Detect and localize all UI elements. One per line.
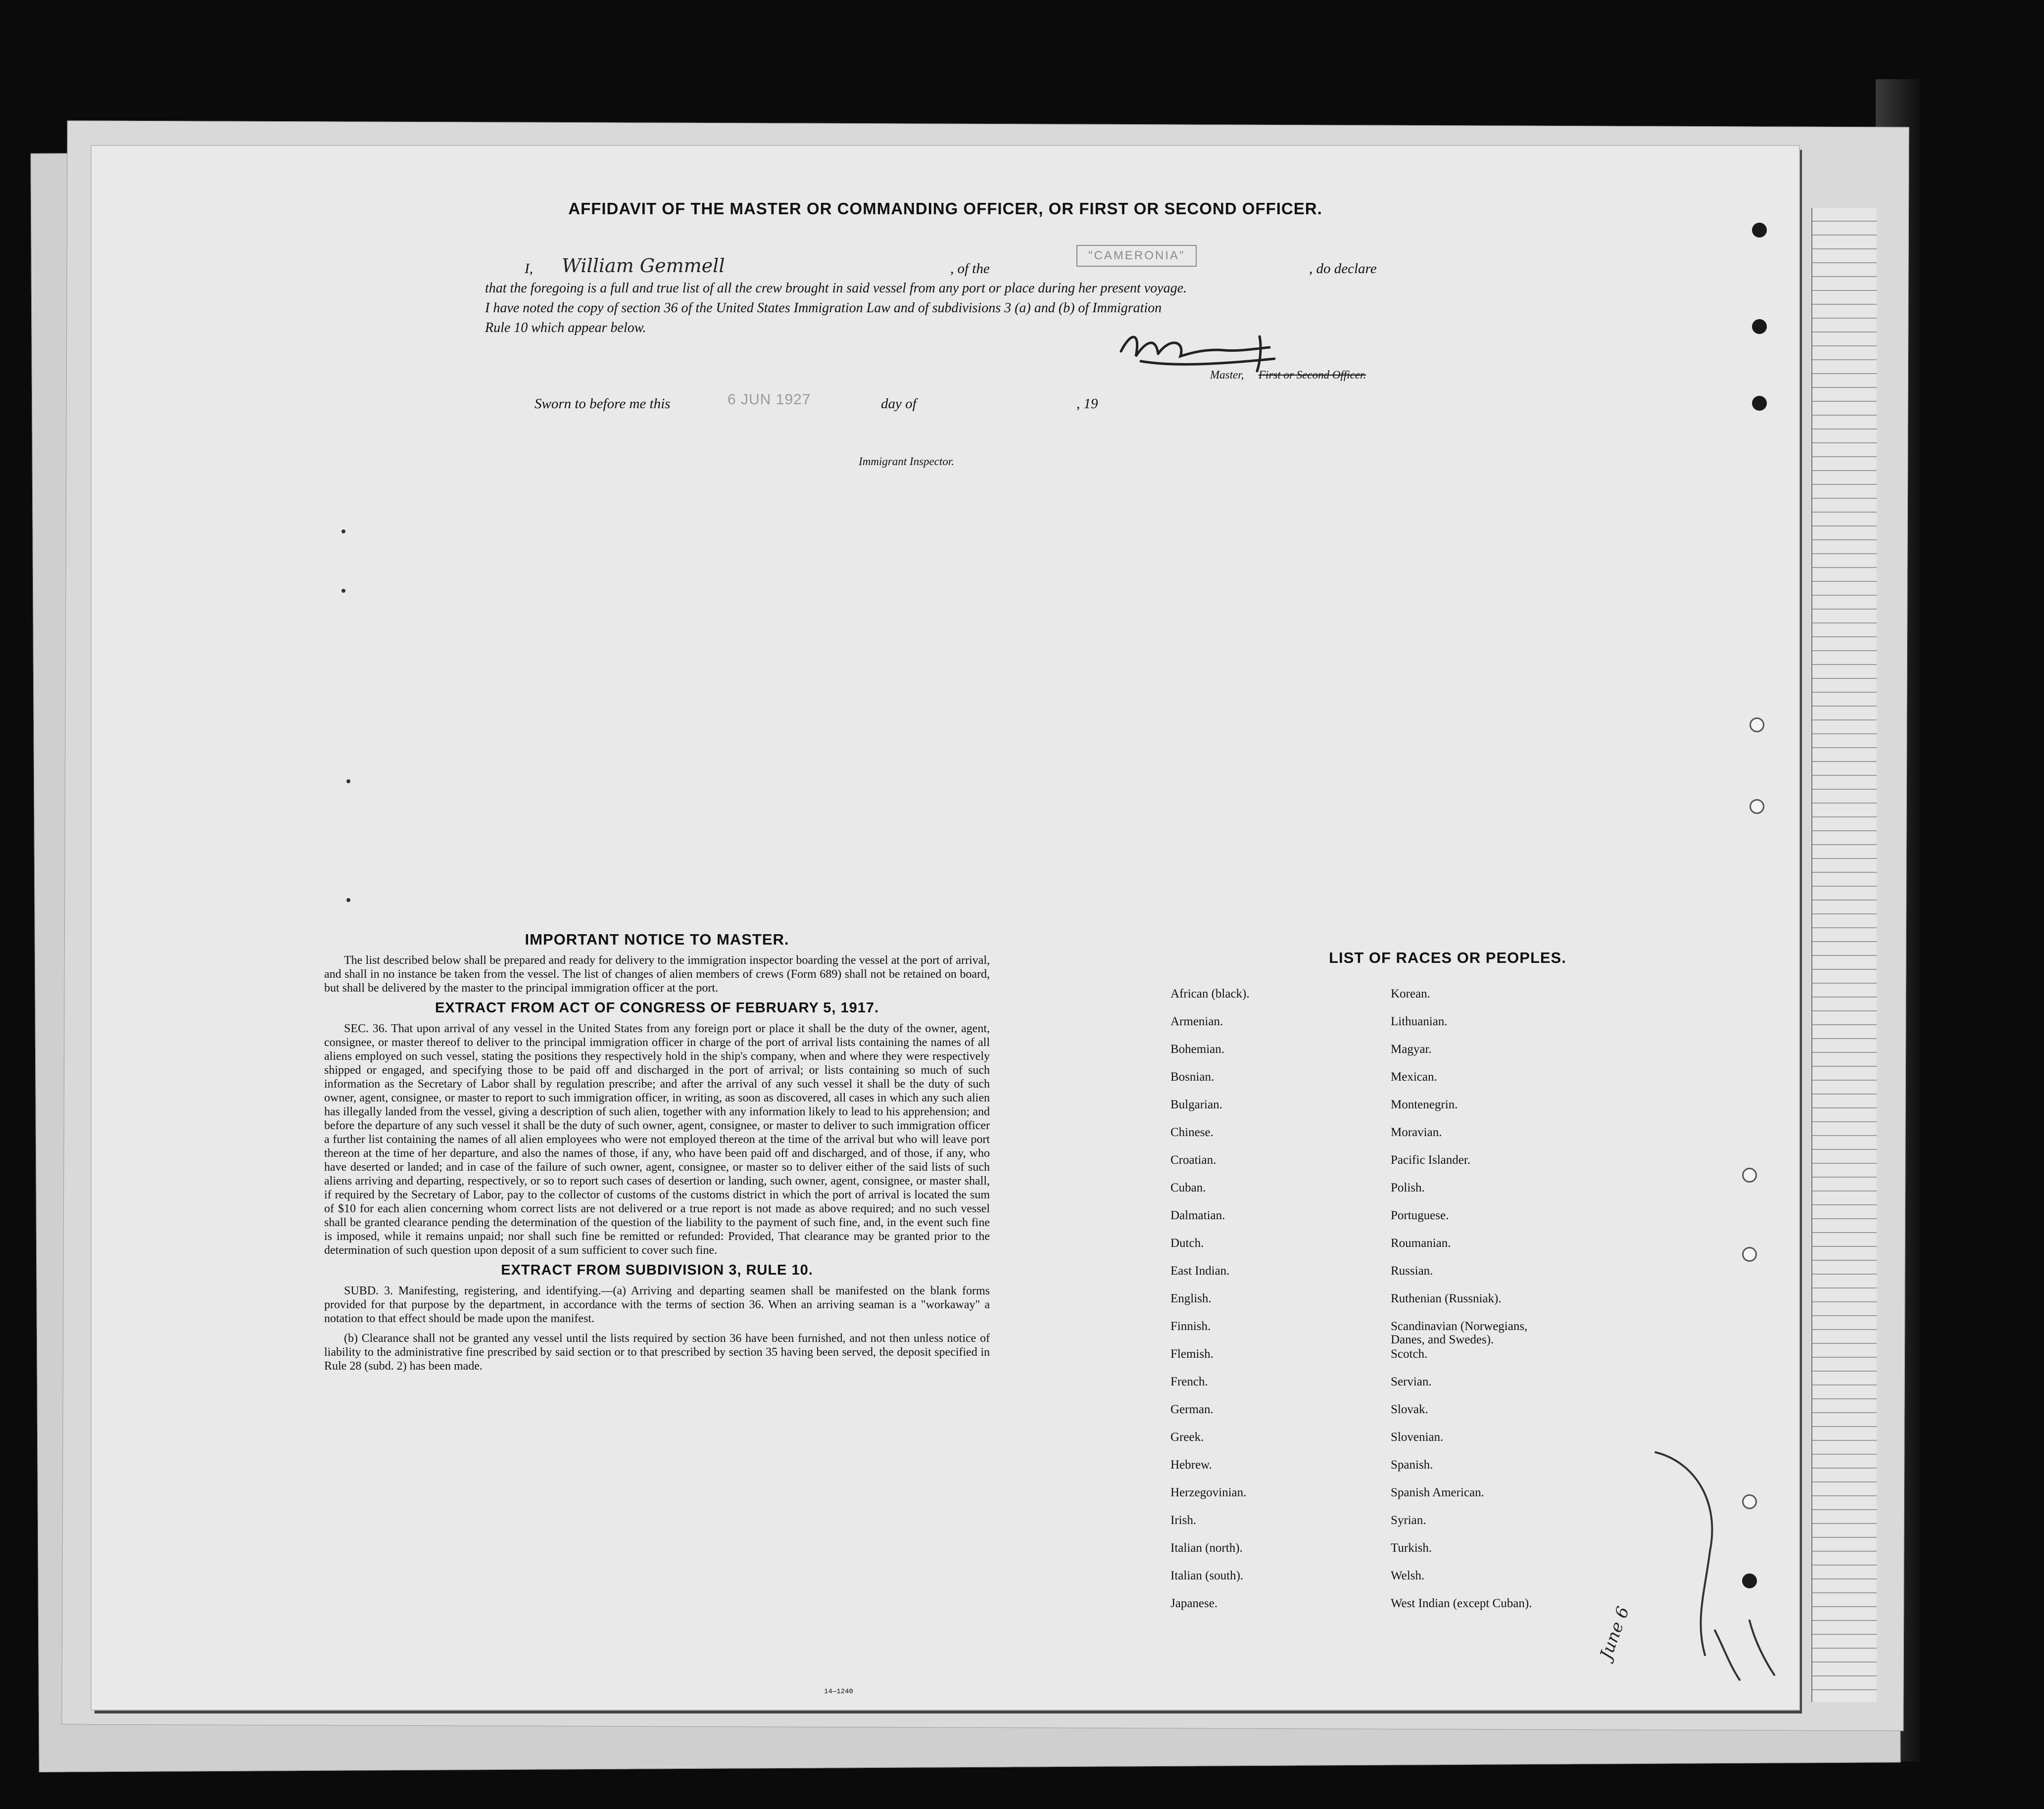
date-stamp: 6 JUN 1927 xyxy=(728,391,811,408)
race-item: Polish. xyxy=(1391,1181,1425,1194)
punch-hole-icon xyxy=(1742,1168,1757,1183)
race-item: Flemish. xyxy=(1170,1347,1214,1361)
punch-hole-icon xyxy=(1752,319,1767,334)
race-item: Roumanian. xyxy=(1391,1237,1451,1250)
extract-act-title: EXTRACT FROM ACT OF CONGRESS OF FEBRUARY 5, 1917. xyxy=(435,1000,879,1016)
race-item: Italian (north). xyxy=(1170,1541,1243,1555)
extract-rule-para-b: (b) Clearance shall not be granted any vessel until the lists required by section 36 have been furnished, and not then unless notice of liability to the administrative fine prescribed by said section or to that prescribed by section 35 having been served, the deposit specified in Rule 28 (subd. 2) has been made. xyxy=(324,1332,990,1373)
notice-title: IMPORTANT NOTICE TO MASTER. xyxy=(525,931,789,948)
notice-section xyxy=(324,933,990,1379)
affidavit-title: AFFIDAVIT OF THE MASTER OR COMMANDING OFFICER, OR FIRST OR SECOND OFFICER. xyxy=(568,199,1322,218)
race-item: Finnish. xyxy=(1170,1320,1211,1333)
race-item: Slovak. xyxy=(1391,1403,1428,1416)
race-item: Russian. xyxy=(1391,1264,1433,1278)
race-item: Bohemian. xyxy=(1170,1043,1225,1056)
notice-body: The list described below shall be prepared and ready for delivery to the immigration inspector boarding the vessel at the port of arrival, and shall in no instance be taken from the vessel. The list of changes of alien members of crews (Form 689) shall not be retained on board, but shall be delivered by the master to the principal immigration officer at the port. xyxy=(324,954,990,995)
punch-hole-icon xyxy=(1750,717,1764,732)
master-name: William Gemmell xyxy=(562,255,725,277)
ruled-sheet-edge xyxy=(1811,208,1877,1702)
race-item: Bulgarian. xyxy=(1170,1098,1222,1111)
race-item: Croatian. xyxy=(1170,1153,1217,1167)
affidavit-line-3: I have noted the copy of section 36 of the United States Immigration Law and of subdivisions 3 (a) and (b) of Immigration xyxy=(485,300,1162,316)
race-item: Ruthenian (Russniak). xyxy=(1391,1292,1502,1305)
race-item: West Indian (except Cuban). xyxy=(1391,1597,1532,1610)
race-item: Moravian. xyxy=(1391,1126,1442,1139)
race-item: Armenian. xyxy=(1170,1015,1223,1028)
race-item: Turkish. xyxy=(1391,1541,1432,1555)
race-item: Montenegrin. xyxy=(1391,1098,1458,1111)
extract-rule-title: EXTRACT FROM SUBDIVISION 3, RULE 10. xyxy=(501,1262,813,1278)
race-item: Magyar. xyxy=(1391,1043,1432,1056)
race-item: Irish. xyxy=(1170,1514,1197,1527)
race-item: Italian (south). xyxy=(1170,1569,1244,1582)
race-item: French. xyxy=(1170,1375,1208,1388)
race-item: Welsh. xyxy=(1391,1569,1425,1582)
punch-hole-icon xyxy=(1750,799,1764,814)
inspector-caption: Immigrant Inspector. xyxy=(859,455,954,468)
race-item: Mexican. xyxy=(1391,1070,1437,1084)
master-signature xyxy=(1111,322,1299,376)
vessel-name-stamp: "CAMERONIA" xyxy=(1076,245,1197,267)
signature-caption-struck: First or Second Officer. xyxy=(1259,369,1366,381)
margin-handwriting xyxy=(1636,1442,1784,1690)
punch-hole-icon xyxy=(1752,396,1767,411)
race-item: Scandinavian (Norwegians, Danes, and Swedes). xyxy=(1391,1320,1528,1346)
race-item: Dutch. xyxy=(1170,1237,1204,1250)
form-code: 14—1240 xyxy=(824,1688,853,1696)
race-item: Cuban. xyxy=(1170,1181,1206,1194)
race-item: Greek. xyxy=(1170,1430,1204,1444)
sworn-prefix: Sworn to before me this xyxy=(535,396,671,412)
paper-speck xyxy=(346,898,350,902)
race-item: Dalmatian. xyxy=(1170,1209,1225,1222)
race-item: English. xyxy=(1170,1292,1212,1305)
extract-rule-para-a: SUBD. 3. Manifesting, registering, and identifying.—(a) Arriving and departing seamen shall be manifested on the blank forms provided for that purpose by the department, in accordance with the terms of section 36. When an arriving seaman is a "workaway" a notation to that effect should be made upon the manifest. xyxy=(324,1285,990,1325)
affidavit-line-2: that the foregoing is a full and true list of all the crew brought in said vessel from any port or place during her present voyage. xyxy=(485,281,1187,296)
race-item: Spanish American. xyxy=(1391,1486,1484,1499)
sworn-year: , 19 xyxy=(1076,396,1098,412)
paper-speck xyxy=(341,529,345,533)
race-item: Korean. xyxy=(1391,987,1430,1000)
race-item: Servian. xyxy=(1391,1375,1432,1388)
signature-caption-master: Master, xyxy=(1210,369,1244,381)
affidavit-of-the: , of the xyxy=(950,261,990,277)
race-item: African (black). xyxy=(1170,987,1250,1000)
race-item: Lithuanian. xyxy=(1391,1015,1448,1028)
affidavit-prefix: I, xyxy=(525,261,533,277)
race-item: Hebrew. xyxy=(1170,1458,1212,1472)
race-item: East Indian. xyxy=(1170,1264,1230,1278)
race-item: Syrian. xyxy=(1391,1514,1426,1527)
manifest-page xyxy=(92,146,1799,1710)
race-item: Bosnian. xyxy=(1170,1070,1215,1084)
extract-act-body: SEC. 36. That upon arrival of any vessel in the United States from any foreign port or place it shall be the duty of the owner, agent, consignee, or master thereof to deliver to the principal immigration officer in charge of the port of arrival lists containing the names of all aliens employed on such vessel, stating the positions they respectively hold in the ship's company, when and where they were respectively shipped or engaged, and specifying those to be paid off and discharged in the port of arrival; or lists containing so much of such information as the Secretary of Labor shall by regulation prescribe; and after the arrival of any such vessel it shall be the duty of such owner, agent, consignee, or master to report to such immigration officer, in writing, as soon as discovered, all cases in which any such alien has illegally landed from the vessel, giving a description of such alien, together with any information likely to lead to his apprehension; and before the departure of any such vessel it shall be the duty of such owner, agent, consignee, or master to deliver to such immigration officer a further list containing the names of all alien employees who were not employed thereon at the time of the arrival but who will leave port thereon at the time of her departure, and also the names of those, if any, who have been paid off and discharged, and of those, if any, who have deserted or landed; and in case of the failure of such owner, agent, consignee, or master so to deliver either of the said lists of such aliens arriving and departing, respectively, or so to report such cases of desertion or landing, such owner, agent, consignee, or master shall, if required by the Secretary of Labor, pay to the collector of customs of the customs district in which the port of arrival is located the sum of $10 for each alien concerning whom correct lists are not delivered or a true report is not made as above required; and no such vessel shall be granted clearance pending the determination of the question of the liability to the payment of such fine, and, in the event such fine is imposed, while it remains unpaid; nor shall such fine be remitted or refunded: Provided, That clearance may be granted prior to the determination of such question upon deposit of a sum sufficient to cover such fine. xyxy=(324,1022,990,1257)
margin-note: June 6 xyxy=(1596,1604,1634,1662)
races-list xyxy=(1170,987,1665,1624)
affidavit-declare: , do declare xyxy=(1309,261,1377,277)
race-item: Portuguese. xyxy=(1391,1209,1449,1222)
race-item: Chinese. xyxy=(1170,1126,1214,1139)
race-item: Herzegovinian. xyxy=(1170,1486,1247,1499)
race-item: German. xyxy=(1170,1403,1214,1416)
race-item: Pacific Islander. xyxy=(1391,1153,1471,1167)
race-item: Scotch. xyxy=(1391,1347,1428,1361)
paper-speck xyxy=(341,589,345,593)
punch-hole-icon xyxy=(1752,223,1767,238)
race-item: Slovenian. xyxy=(1391,1430,1444,1444)
races-title: LIST OF RACES OR PEOPLES. xyxy=(1329,949,1566,966)
sworn-day-of: day of xyxy=(881,396,917,412)
race-item: Spanish. xyxy=(1391,1458,1433,1472)
affidavit-line-4: Rule 10 which appear below. xyxy=(485,320,646,335)
race-item: Japanese. xyxy=(1170,1597,1218,1610)
paper-speck xyxy=(346,779,350,783)
punch-hole-icon xyxy=(1742,1247,1757,1262)
